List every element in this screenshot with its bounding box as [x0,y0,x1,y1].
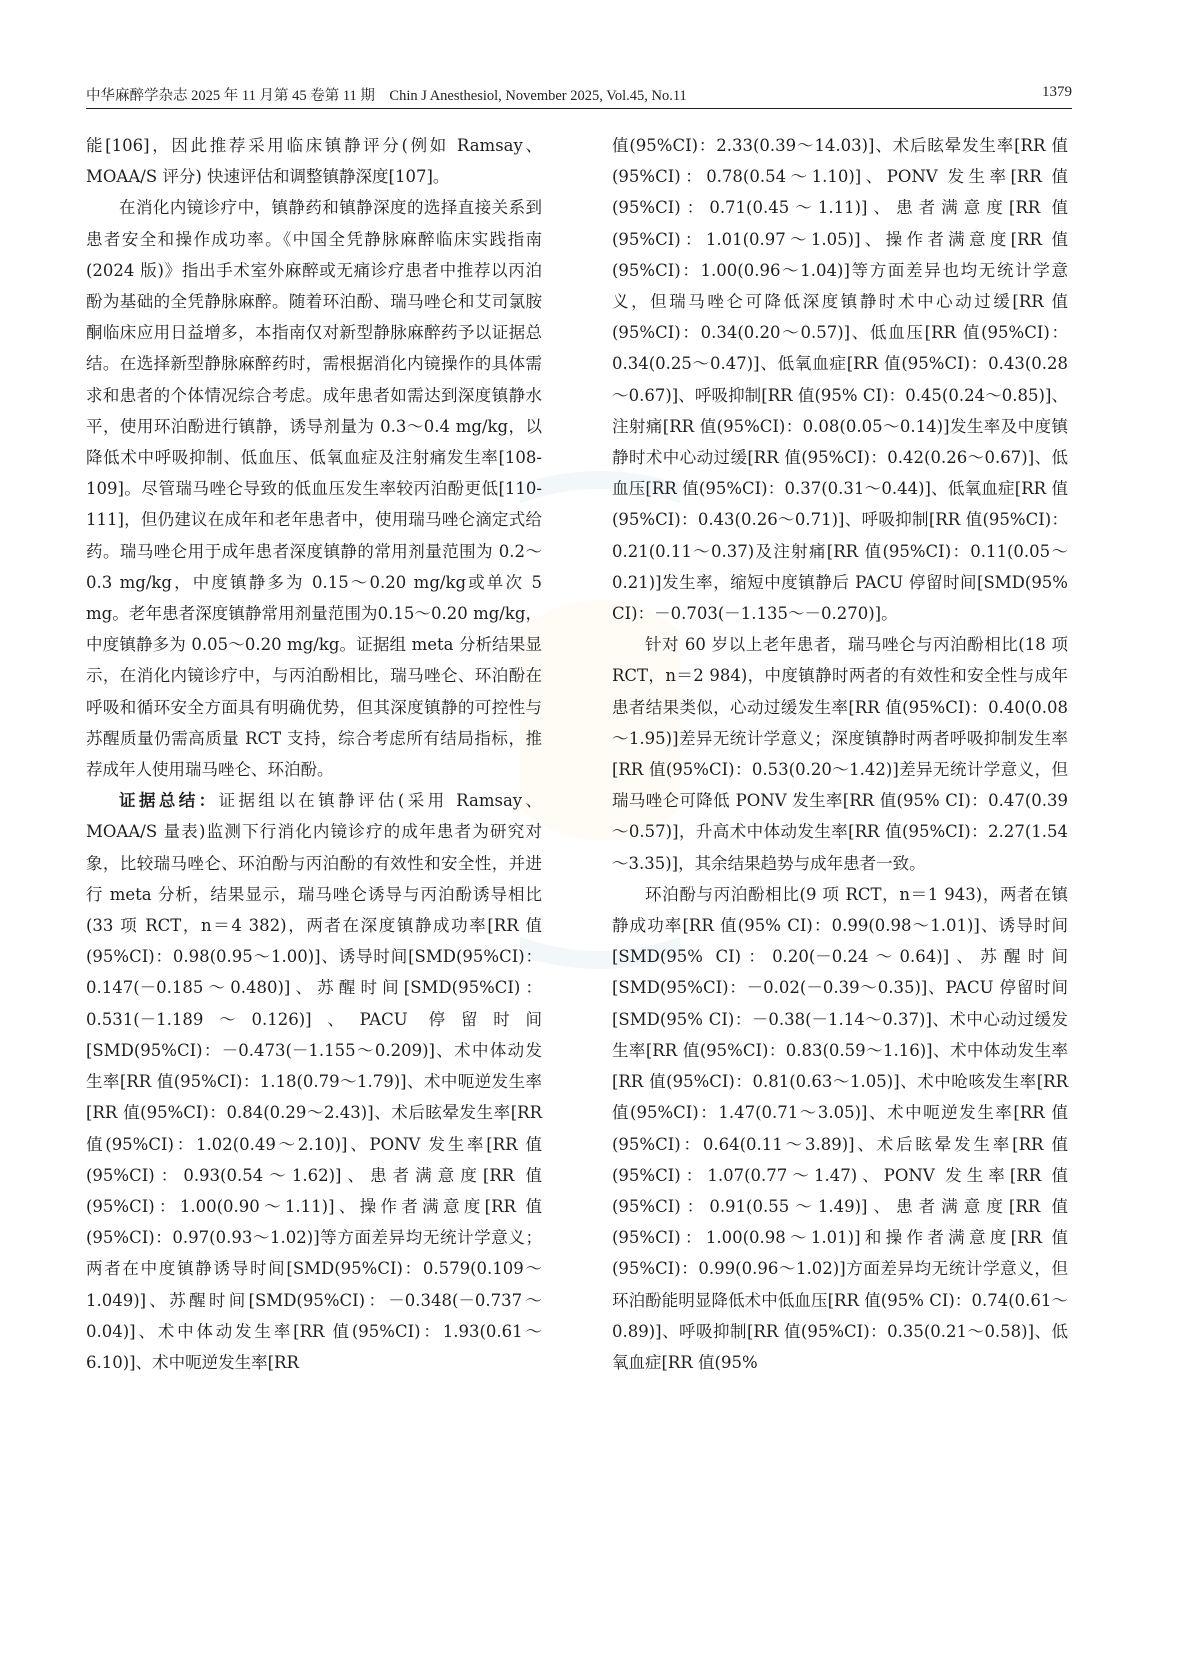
paragraph: 在消化内镜诊疗中，镇静药和镇静深度的选择直接关系到患者安全和操作成功率。《中国全凭静脉麻醉临床实践指南(2024 版)》指出手术室外麻醉或无痛诊疗患者中推荐以丙泊酚为基础的全凭静脉麻醉。随着环泊酚、瑞马唑仑和艾司氯胺酮临床应用日益增多，本指南仅对新型静脉麻醉药予以证据总结。在选择新型静脉麻醉药时，需根据消化内镜操作的具体需求和患者的个体情况综合考虑。成年患者如需达到深度镇静水平，使用环泊酚进行镇静，诱导剂量为 0.3～0.4 mg/kg，以降低术中呼吸抑制、低血压、低氧血症及注射痛发生率[108-109]。尽管瑞马唑仑导致的低血压发生率较丙泊酚更低[110-111]，但仍建议在成年和老年患者中，使用瑞马唑仑滴定式给药。瑞马唑仑用于成年患者深度镇静的常用剂量范围为 0.2～0.3 mg/kg，中度镇静多为 0.15～0.20 mg/kg或单次 5 mg。老年患者深度镇静常用剂量范围为0.15～0.20 mg/kg，中度镇静多为 0.05～0.20 mg/kg。证据组 meta 分析结果显示，在消化内镜诊疗中，与丙泊酚相比，瑞马唑仑、环泊酚在呼吸和循环安全方面具有明确优势，但其深度镇静的可控性与苏醒质量仍需高质量 RCT 支持，综合考虑所有结局指标，推荐成年人使用瑞马唑仑、环泊酚。 [86,198,542,780]
evidence-summary-label: 证据总结： [119,791,219,811]
evidence-summary-paragraph [86,785,542,1378]
evidence-summary-text: 证据组以在镇静评估(采用 Ramsay、MOAA/S 量表)监测下行消化内镜诊疗的成年患者为研究对象，比较瑞马唑仑、环泊酚与丙泊酚的有效性和安全性，并进行 meta 分析，结果显示，瑞马唑仑诱导与丙泊酚诱导相比(33 项 RCT，n＝4 382)，两者在深度镇静成功率[RR 值(95%CI)：0.98(0.95～1.00)]、诱导时间[SMD(95%CI)：0.147(－0.185～0.480)]、苏醒时间[SMD(95%CI)：0.531(－1.189～0.126)]、PACU 停留时间[SMD(95%CI)：－0.473(－1.155～0.209)]、术中体动发生率[RR 值(95%CI)：1.18(0.79～1.79)]、术中呃逆发生率[RR 值(95%CI)：0.84(0.29～2.43)]、术后眩晕发生率[RR 值(95%CI)：1.02(0.49～2.10)]、PONV 发生率[RR 值(95%CI)：0.93(0.54～1.62)]、患者满意度[RR 值(95%CI)：1.00(0.90～1.11)]、操作者满意度[RR 值(95%CI)：0.97(0.93～1.02)]等方面差异均无统计学意义；两者在中度镇静诱导时间[SMD(95%CI)：0.579(0.109～1.049)]、苏醒时间[SMD(95%CI)：－0.348(－0.737～0.04)]、术中体动发生率[RR 值(95%CI)：1.93(0.61～6.10)]、术中呃逆发生率[RR [86,791,543,1372]
running-header [86,82,1072,109]
paragraph: 能[106]，因此推荐采用临床镇静评分(例如 Ramsay、MOAA/S 评分) 快速评估和调整镇静深度[107]。 [86,136,542,187]
right-column [612,130,1068,1378]
page-number: 1379 [1042,84,1072,100]
journal-citation: 中华麻醉学杂志 2025 年 11 月第 45 卷第 11 期 Chin J Anesthesiol, November 2025, Vol.45, No.11 [86,88,687,104]
paragraph: 环泊酚与丙泊酚相比(9 项 RCT，n＝1 943)，两者在镇静成功率[RR 值(95% CI)：0.99(0.98～1.01)]、诱导时间[SMD(95% CI)：0.20(－0.24～0.64)]、苏醒时间[SMD(95%CI)：－0.02(－0.39～0.35)]、PACU 停留时间[SMD(95% CI)：－0.38(－1.14～0.37)]、术中心动过缓发生率[RR 值(95%CI)：0.83(0.59～1.16)]、术中体动发生率[RR 值(95%CI)：0.81(0.63～1.05)]、术中呛咳发生率[RR 值(95%CI)：1.47(0.71～3.05)]、术中呃逆发生率[RR 值(95%CI)：0.64(0.11～3.89)]、术后眩晕发生率[RR 值(95%CI)：1.07(0.77～1.47)、PONV 发生率[RR 值(95%CI)：0.91(0.55～1.49)]、患者满意度[RR 值(95%CI)：1.00(0.98～1.01)]和操作者满意度[RR 值(95%CI)：0.99(0.96～1.02)]方面差异均无统计学意义，但环泊酚能明显降低术中低血压[RR 值(95% CI)：0.74(0.61～0.89)]、呼吸抑制[RR 值(95%CI)：0.35(0.21～0.58)]、低氧血症[RR 值(95% [612,884,1068,1372]
paragraph: 针对 60 岁以上老年患者，瑞马唑仑与丙泊酚相比(18 项 RCT，n＝2 984)，中度镇静时两者的有效性和安全性与成年患者结果类似，心动过缓发生率[RR 值(95%CI)：0.40(0.08～1.95)]差异无统计学意义；深度镇静时两者呼吸抑制发生率[RR 值(95%CI)：0.53(0.20～1.42)]差异无统计学意义，但瑞马唑仑可降低 PONV 发生率[RR 值(95% CI)：0.47(0.39～0.57)]，升高术中体动发生率[RR 值(95%CI)：2.27(1.54～3.35)]，其余结果趋势与成年患者一致。 [612,635,1068,873]
left-column [86,130,542,1378]
paragraph: 值(95%CI)：2.33(0.39～14.03)]、术后眩晕发生率[RR 值(95%CI)：0.78(0.54～1.10)]、PONV 发生率[RR 值(95%CI)：0.71(0.45～1.11)]、患者满意度[RR 值(95%CI)：1.01(0.97～1.05)]、操作者满意度[RR 值(95%CI)：1.00(0.96～1.04)]等方面差异也均无统计学意义，但瑞马唑仑可降低深度镇静时术中心动过缓[RR 值(95%CI)：0.34(0.20～0.57)]、低血压[RR 值(95%CI)：0.34(0.25～0.47)]、低氧血症[RR 值(95%CI)：0.43(0.28～0.67)]、呼吸抑制[RR 值(95% CI)：0.45(0.24～0.85)]、注射痛[RR 值(95%CI)：0.08(0.05～0.14)]发生率及中度镇静时术中心动过缓[RR 值(95%CI)：0.42(0.26～0.67)]、低血压[RR 值(95%CI)：0.37(0.31～0.44)]、低氧血症[RR 值(95%CI)：0.43(0.26～0.71)]、呼吸抑制[RR 值(95%CI)：0.21(0.11～0.37)及注射痛[RR 值(95%CI)：0.11(0.05～0.21)]发生率，缩短中度镇静后 PACU 停留时间[SMD(95% CI)：－0.703(－1.135～－0.270)]。 [612,136,1068,624]
